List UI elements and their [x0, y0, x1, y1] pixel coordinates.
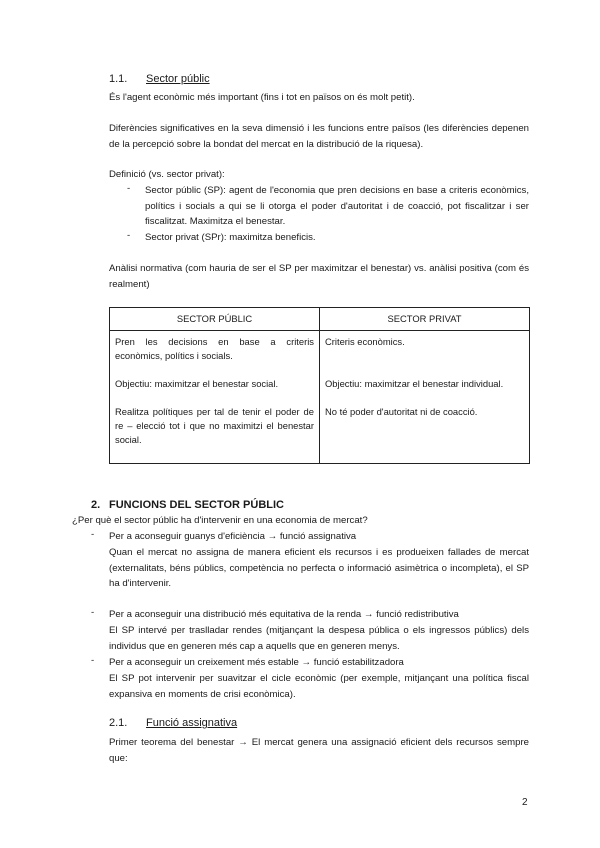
section-heading: FUNCIONS DEL SECTOR PÚBLIC	[109, 499, 284, 511]
cell-text: Objectiu: maximitzar el benestar individual.	[325, 378, 504, 389]
section-number: 2.1.	[109, 717, 128, 729]
function-body-redistributive: El SP intervé per traslladar rendes (mitjançant la despesa pública o els ingressos públics) dels individus que en generen més cap a aquells que en generen menys.	[109, 625, 529, 652]
bullet-dash: -	[91, 607, 95, 618]
function-head-allocative: Per a aconseguir guanys d'eficiència → funció assignativa	[109, 531, 357, 542]
bullet-dash: -	[91, 529, 95, 540]
definition-item-public: Sector públic (SP): agent de l'economia que pren decisions en base a criteris econòmics, polítics i socials a qui se li otorga el poder d'autoritat i de coacció, pot fiscalitzar i ser fiscalitzat. Maximitza el benestar.	[145, 185, 529, 227]
table-header-public: SECTOR PÚBLIC	[110, 308, 320, 331]
section-title: Sector públic	[146, 73, 210, 85]
table-cell-private	[320, 331, 530, 464]
cell-text: Criteris econòmics.	[325, 336, 405, 347]
definition-item-private: Sector privat (SPr): maximitza beneficis.	[145, 232, 316, 243]
function-body-allocative: Quan el mercat no assigna de manera eficient els recursos i es produeixen fallades de mercat (externalitats, béns públics, competència no perfecta o informació asimètrica o incompleta), el SP ha d'intervenir.	[109, 547, 529, 589]
function-head-redistributive: Per a aconseguir una distribució més equitativa de la renda → funció redistributiva	[109, 609, 459, 620]
function-body-stabilizing: El SP pot intervenir per suavitzar el cicle econòmic (per exemple, mitjançant una política fiscal expansiva en moments de crisi econòmica).	[109, 673, 529, 700]
bullet-dash: -	[91, 655, 95, 666]
paragraph-theorem: Primer teorema del benestar → El mercat genera una assignació eficient dels recursos sempre que:	[109, 737, 529, 764]
cell-text: Pren les decisions en base a criteris econòmics, polítics i socials.	[115, 336, 314, 361]
section-title: Funció assignativa	[146, 717, 238, 729]
cell-text: No té poder d'autoritat ni de coacció.	[325, 406, 478, 417]
table-header-row	[110, 308, 530, 331]
function-head-stabilizing: Per a aconseguir un creixement més estable → funció estabilitzadora	[109, 657, 404, 668]
page-number: 2	[522, 797, 528, 808]
table-cell-public	[110, 331, 320, 464]
cell-text: Realitza polítiques per tal de tenir el poder de re – elecció tot i que no maximitzi el benestar social.	[115, 406, 314, 445]
bullet-dash: -	[127, 183, 131, 194]
paragraph-agent: És l'agent econòmic més important (fins i tot en països on és molt petit).	[109, 92, 415, 103]
paragraph-differences: Diferències significatives en la seva dimensió i les funcions entre països (les diferències depenen de la percepció sobre la bondat del mercat en la distribució de la riquesa).	[109, 123, 529, 150]
cell-text: Objectiu: maximitzar el benestar social.	[115, 378, 279, 389]
table-row	[110, 331, 530, 464]
question-text: ¿Per què el sector públic ha d'intervenir en una economia de mercat?	[72, 515, 368, 526]
comparison-table	[109, 307, 530, 464]
bullet-dash: -	[127, 230, 131, 241]
paragraph-analysis: Anàlisi normativa (com hauria de ser el SP per maximitzar el benestar) vs. anàlisi positiva (com és realment)	[109, 263, 529, 290]
definition-intro: Definició (vs. sector privat):	[109, 169, 225, 180]
section-number: 2.	[91, 499, 101, 511]
section-number: 1.1.	[109, 73, 128, 85]
table-header-private: SECTOR PRIVAT	[320, 308, 530, 331]
